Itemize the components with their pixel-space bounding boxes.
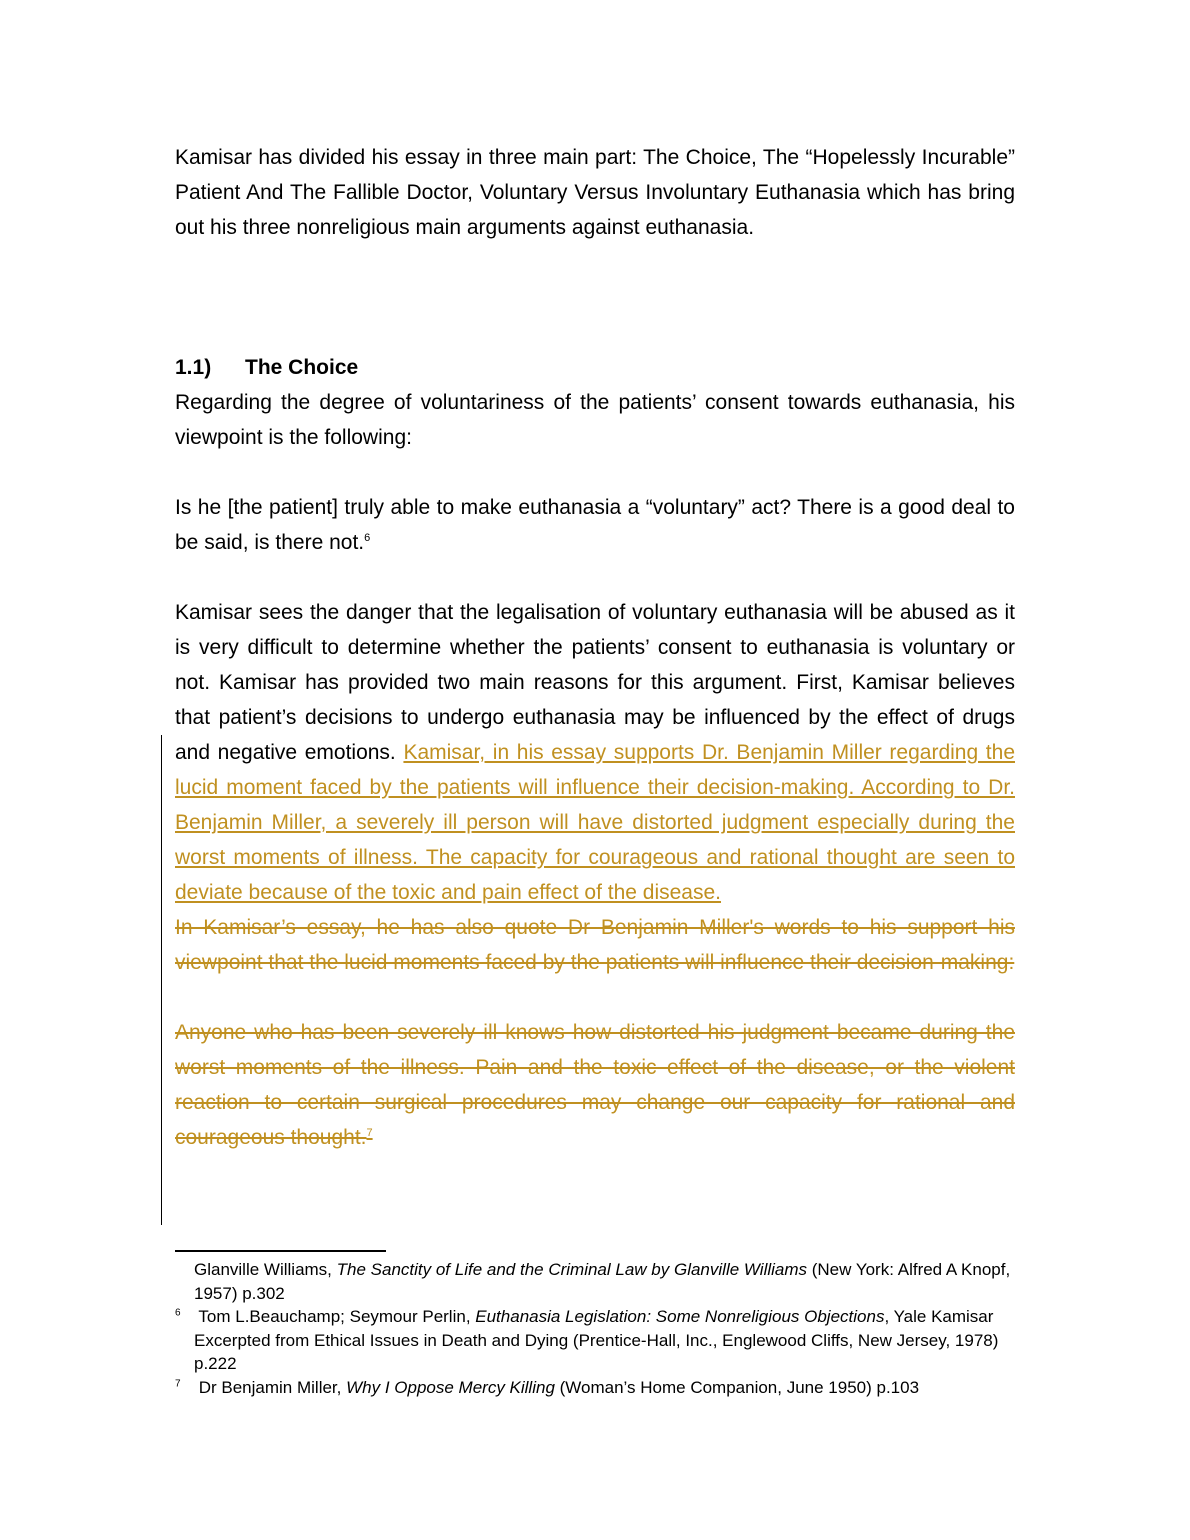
deleted-quote-paragraph[interactable] bbox=[175, 1015, 1015, 1155]
footnote-separator bbox=[175, 1250, 386, 1252]
footnote-title: Why I Oppose Mercy Killing bbox=[346, 1377, 555, 1397]
footnote-number: 6 bbox=[175, 1307, 181, 1319]
deleted-intro-paragraph[interactable]: In Kamisar’s essay, he has also quote Dr Benjamin Miller's words to his support his viewpoint that the lucid moments faced by the patients will influence their decision-making: bbox=[175, 916, 1015, 974]
footnote-number: 7 bbox=[175, 1377, 181, 1389]
spacer bbox=[175, 245, 1015, 350]
footnote-7 bbox=[175, 1376, 1020, 1400]
footnote-author: Dr Benjamin Miller, bbox=[194, 1377, 347, 1397]
footnote-mark bbox=[175, 1305, 194, 1329]
spacer bbox=[175, 560, 1015, 595]
footnote-title: Euthanasia Legislation: Some Nonreligious Objections bbox=[475, 1307, 885, 1326]
footnote-rest: (New York: Alfred A Knopf, 1957) p.302 bbox=[194, 1260, 1011, 1303]
footnote-title: The Sanctity of Life and the Criminal Law by Glanville Williams bbox=[336, 1260, 808, 1279]
footnote-author: Glanville Williams, bbox=[194, 1260, 337, 1279]
footnote-mark bbox=[175, 1376, 194, 1400]
footnote-rest: , Yale Kamisar Excerpted from Ethical Issues in Death and Dying (Prentice-Hall, Inc., Englewood Cliffs, New Jersey, 1978) p.222 bbox=[194, 1307, 999, 1373]
spacer bbox=[175, 455, 1015, 490]
document-body bbox=[175, 140, 1015, 1155]
regarding-paragraph: Regarding the degree of voluntariness of the patients’ consent towards euthanasia, his viewpoint is the following: bbox=[175, 391, 1015, 449]
quote-paragraph bbox=[175, 490, 1015, 560]
change-bar bbox=[161, 735, 162, 1225]
footnote-ref-6[interactable]: 6 bbox=[364, 532, 371, 544]
deleted-quote-text: Anyone who has been severely ill knows how distorted his judgment became during the worst moments of the illness. Pain and the toxic effect of the disease, or the violent reaction to certain surgical procedures may change our capacity for rational and courageous thought. bbox=[175, 1021, 1015, 1149]
kamisar-paragraph bbox=[175, 595, 1015, 910]
inserted-text[interactable]: Kamisar, in his essay supports Dr. Benjamin Miller regarding the lucid moment faced by the patients will influence their decision-making. According to Dr. Benjamin Miller, a severely ill person will have distorted judgment especially during the worst moments of illness. The capacity for courageous and rational thought are seen to deviate because of the toxic and pain effect of the disease. bbox=[175, 741, 1015, 904]
section-number: 1.1) bbox=[175, 356, 212, 379]
footnote-rest: (Woman’s Home Companion, June 1950) p.103 bbox=[554, 1377, 920, 1397]
footnote-ref-7[interactable]: 7 bbox=[366, 1127, 373, 1139]
quote-text: Is he [the patient] truly able to make euthanasia a “voluntary” act? There is a good deal to be said, is there not. bbox=[175, 496, 1015, 554]
intro-paragraph: Kamisar has divided his essay in three main part: The Choice, The “Hopelessly Incurable” Patient And The Fallible Doctor, Voluntary Versus Involuntary Euthanasia which has bring out his three nonreligious main arguments against euthanasia. bbox=[175, 146, 1015, 239]
spacer bbox=[175, 980, 1015, 1015]
kamisar-text: Kamisar sees the danger that the legalisation of voluntary euthanasia will be abused as it is very difficult to determine whether the patients’ consent to euthanasia is voluntary or not. Kamisar has provided two main reasons for this argument. First, Kamisar believes that patient’s decisions to undergo euthanasia may be influenced by the effect of drugs and negative emotions. bbox=[175, 601, 1015, 764]
footnote-author: Tom L.Beauchamp; Seymour Perlin, bbox=[194, 1307, 476, 1326]
footnotes bbox=[175, 1258, 1020, 1399]
section-heading bbox=[175, 350, 1015, 385]
footnote-5 bbox=[175, 1258, 1020, 1305]
section-title: The Choice bbox=[245, 356, 359, 379]
footnote-6 bbox=[175, 1305, 1020, 1376]
